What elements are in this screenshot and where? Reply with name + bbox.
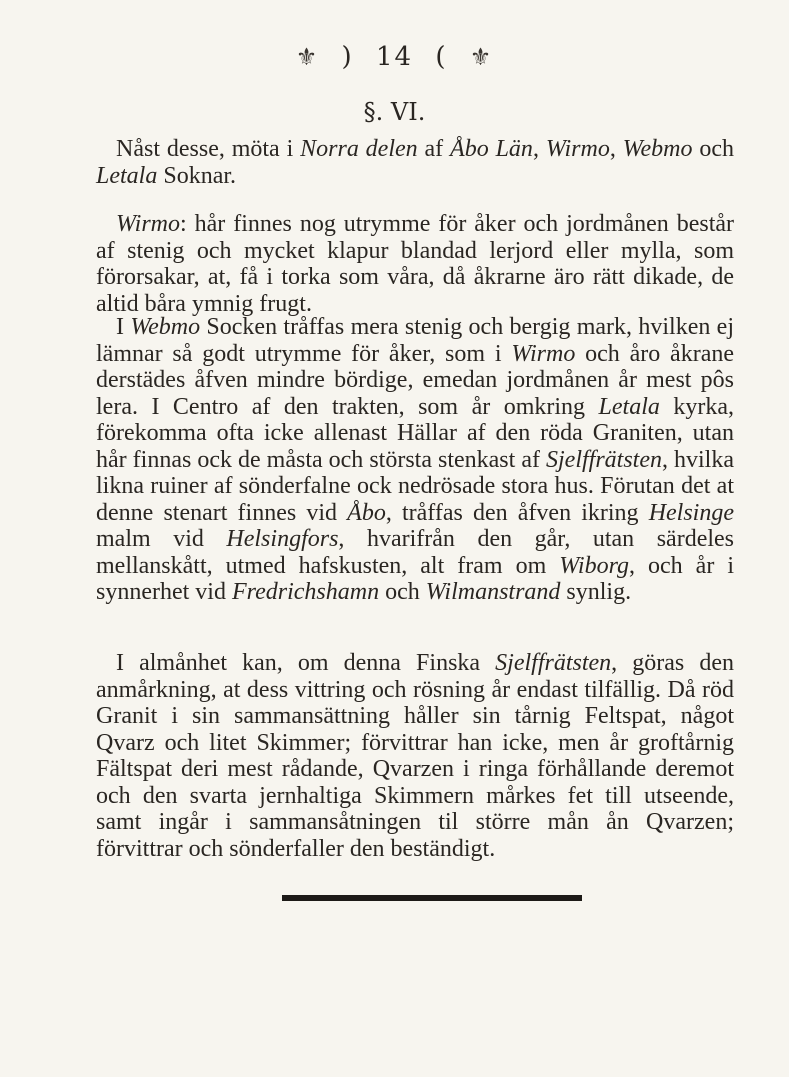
italic-name: Webmo: [130, 314, 201, 340]
paragraph-intro: [96, 136, 734, 189]
italic-name: Åbo Län: [450, 136, 533, 162]
text-run: ,: [532, 136, 546, 162]
italic-name: Helsinge: [648, 499, 734, 526]
paragraph-webmo: [96, 314, 734, 606]
italic-name: Letala: [96, 162, 158, 189]
left-paren: ): [341, 42, 354, 72]
paragraph-body: [96, 650, 734, 862]
italic-name: Sjelffrätsten: [495, 650, 612, 676]
text-run: I: [116, 314, 131, 340]
right-fleuron-icon: ⚜: [469, 43, 494, 71]
italic-name: Wirmo: [116, 211, 181, 237]
text-run: Nåst desse, möta i: [116, 136, 301, 162]
text-run: : hår finnes nog utrymme för åker och jordmånen består af stenig och mycket klapur blandad lerjord eller mylla, som förorsakar, at, få i torka som våra, då åkrarne äro rätt dikade, de altid båra ymnig frugt.: [96, 211, 734, 317]
italic-name: Åbo: [347, 499, 386, 526]
page-header: [0, 42, 789, 72]
text-run: Soknar.: [157, 162, 237, 189]
section-heading: §. VI.: [363, 98, 426, 126]
paragraph-body: [96, 211, 734, 317]
paragraph-body: [96, 136, 734, 189]
left-fleuron-icon: ⚜: [295, 43, 320, 71]
closing-rule: [282, 895, 582, 901]
italic-name: Wirmo: [545, 136, 610, 162]
italic-name: Letala: [598, 393, 660, 420]
italic-name: Wilmanstrand: [425, 579, 561, 605]
text-run: Socken tråffas mera stenig och bergig mark, hvilken ej lämnar så godt utrymme för åker, som i: [96, 314, 735, 367]
italic-name: Fredrichshamn: [231, 579, 380, 605]
text-run: och åro åkrane derstädes åfven mindre bördige, emedan jordmånen år mest pôs lera. I Centro af den trakten, som år omkring: [96, 340, 735, 420]
text-run: , hvilka likna ruiner af sönderfalne ock nedrösade stora hus. Förutan det at denne stenart finnes vid: [96, 446, 735, 526]
paragraph-body: [96, 314, 734, 606]
text-run: och: [692, 136, 735, 162]
text-run: I almånhet kan, om denna Finska: [116, 650, 496, 676]
text-run: ,: [609, 136, 623, 162]
italic-name: Wiborg: [559, 552, 630, 579]
text-run: kyrka, förekomma ofta icke allenast Hällar af den röda Graniten, utan hår finnas ock de måsta och största stenkast af: [96, 393, 735, 473]
text-run: af: [417, 136, 451, 162]
italic-name: Sjelffrätsten: [546, 446, 662, 473]
text-run: malm vid: [96, 526, 227, 552]
paragraph-wirmo: [96, 211, 734, 317]
italic-name: Webmo: [622, 136, 693, 162]
italic-name: Norra delen: [300, 136, 418, 162]
italic-name: Helsingfors: [226, 526, 339, 552]
paragraph-general: [96, 650, 734, 862]
right-paren: (: [435, 42, 448, 72]
text-run: , hvarifrån den går, utan särdeles mellanskått, utmed hafskusten, alt fram om: [96, 526, 735, 579]
text-run: och: [379, 579, 426, 605]
text-run: , och år i synnerhet vid: [96, 552, 734, 605]
italic-name: Wirmo: [511, 340, 576, 367]
text-run: synlig.: [560, 579, 632, 605]
text-run: , tråffas den åfven ikring: [385, 499, 649, 526]
page-number: 14: [375, 42, 414, 72]
text-run: , göras den anmårkning, at dess vittring och rösning år endast tilfällig. Då röd Granit i sin sammansättning håller sin tårnig Feltspat, något Qvarz och litet Skimmer; förvittrar han icke, men år groftårnig Fältspat deri mest rådande, Qvarzen i ringa förhållande deremot och den svarta jernhaltiga Skimmern mårkes fet till utseende, samt ingår i sammansåtningen til större mån ån Qvarzen; förvittrar och sönderfaller den beständigt.: [96, 650, 734, 862]
